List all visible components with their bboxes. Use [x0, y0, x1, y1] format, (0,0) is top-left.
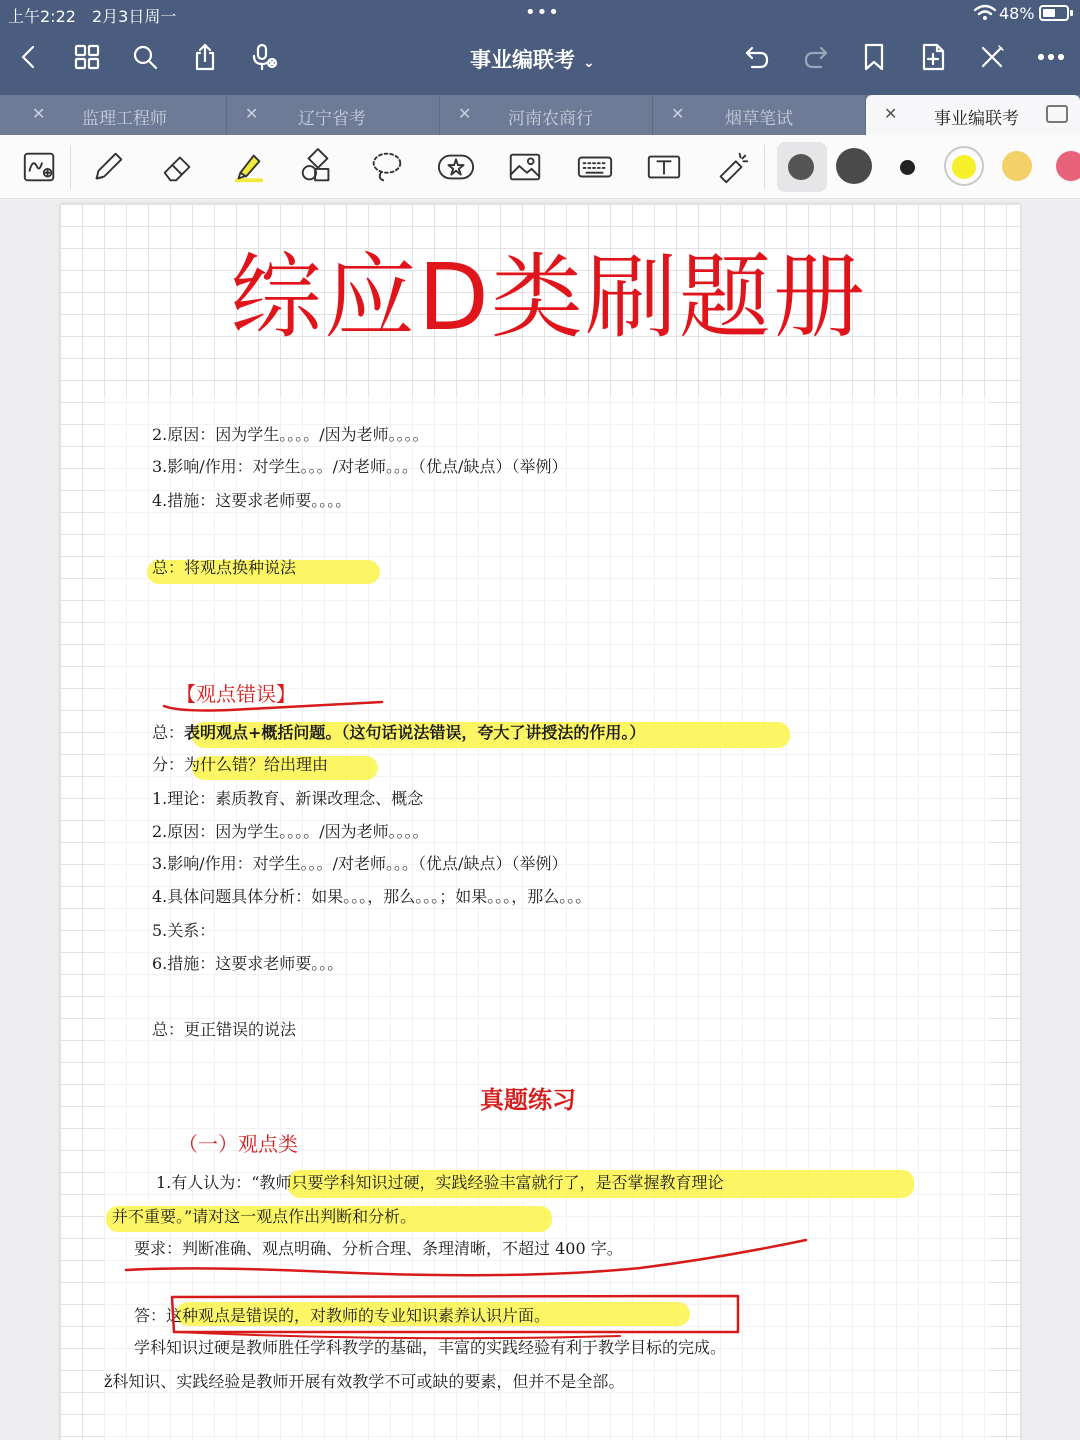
- section-heading-error: 【观点错误】: [176, 682, 296, 706]
- practice-heading: 真题练习: [480, 1085, 576, 1114]
- text-icon[interactable]: [644, 147, 684, 187]
- fen-body: 为什么错？给出理由: [184, 755, 329, 774]
- fen-text: [152, 752, 328, 775]
- eraser-icon[interactable]: [158, 147, 198, 187]
- highlighter-icon[interactable]: [228, 147, 268, 187]
- tab-label: 河南农商行: [508, 109, 593, 129]
- fen-prefix: 分：: [152, 755, 185, 774]
- tab-label: 烟草笔试: [725, 109, 793, 129]
- color-gold[interactable]: [1002, 151, 1032, 181]
- tab-liaoning[interactable]: [227, 95, 440, 135]
- category-heading: （一）观点类: [178, 1132, 298, 1156]
- summary-text: 总：将观点换种说法: [152, 558, 297, 577]
- pen-icon[interactable]: [88, 147, 128, 187]
- redo-icon[interactable]: [799, 40, 833, 74]
- text-line: 4.措施：这要求老师要。。。。: [152, 491, 352, 510]
- text-line: 2.原因：因为学生。。。。/因为老师。。。。: [152, 425, 429, 444]
- page-title: 综应D类刷题册: [230, 244, 867, 351]
- requirement-text: 要求：判断准确、观点明确、分析合理、条理清晰，不超过 400 字。: [134, 1239, 623, 1258]
- toolbar-divider: [70, 145, 71, 189]
- text-line: 4.具体问题具体分析：如果。。。，那么。。。；如果。。。，那么。。。: [152, 887, 592, 906]
- split-view-icon[interactable]: [1046, 105, 1068, 123]
- toolbar-divider: [764, 145, 765, 189]
- tab-jianli[interactable]: [14, 95, 227, 135]
- search-icon[interactable]: [128, 40, 162, 74]
- summary-body: 表明观点+概括问题。（这句话说法错误，夸大了讲授法的作用。）: [184, 723, 646, 742]
- color-dark-large[interactable]: [836, 148, 872, 184]
- undo-icon[interactable]: [740, 40, 774, 74]
- laser-pointer-icon[interactable]: [712, 147, 752, 187]
- answer-prefix: 答：: [134, 1306, 167, 1325]
- text-line: 6.措施：这要求老师要。。。: [152, 954, 344, 973]
- summary-text: 总：更正错误的说法: [152, 1020, 297, 1039]
- selected-color-ring: [944, 146, 984, 186]
- question-line: 1.有人认为：“教师只要学科知识过硬，实践经验丰富就行了，是否掌握教育理论: [156, 1173, 724, 1192]
- summary-text: [152, 720, 645, 743]
- tab-label: 事业编联考: [934, 109, 1019, 129]
- text-line: 1.理论：素质教育、新课改理念、概念: [152, 789, 424, 808]
- chevron-down-icon: ⌄: [583, 55, 595, 71]
- tab-label: 辽宁省考: [298, 109, 366, 129]
- answer-body: 这种观点是错误的，对教师的专业知识素养认识片面。: [166, 1306, 551, 1325]
- status-time: 上午2:22: [8, 7, 76, 26]
- battery-percent: 48%: [999, 4, 1035, 23]
- share-icon[interactable]: [188, 40, 222, 74]
- tab-close-icon[interactable]: ✕: [884, 104, 898, 123]
- answer-line: [134, 1303, 550, 1326]
- tab-label: 监理工程师: [82, 109, 167, 129]
- tab-close-icon[interactable]: ✕: [32, 104, 46, 123]
- battery-icon: [1039, 5, 1069, 21]
- answer-line: 学科知识过硬是教师胜任学科教学的基础，丰富的实践经验有利于教学目标的完成。: [134, 1338, 727, 1357]
- status-bar: [0, 0, 1080, 28]
- lasso-icon[interactable]: [367, 147, 407, 187]
- text-line: 5.关系：: [152, 921, 216, 940]
- size-small-dot[interactable]: [900, 160, 915, 175]
- top-bar: [0, 0, 1080, 95]
- lasso-handwriting-icon[interactable]: [20, 147, 60, 187]
- document-title[interactable]: [470, 44, 595, 74]
- document-title-text: 事业编联考: [470, 48, 575, 72]
- image-icon[interactable]: [505, 147, 545, 187]
- text-line: 3.影响/作用：对学生。。。/对老师。。。（优点/缺点）（举例）: [152, 457, 568, 476]
- tab-close-icon[interactable]: ✕: [671, 104, 685, 123]
- tab-henan[interactable]: [440, 95, 653, 135]
- summary-prefix: 总：: [152, 723, 185, 742]
- mic-icon[interactable]: [247, 40, 281, 74]
- more-icon[interactable]: [1034, 40, 1068, 74]
- add-page-icon[interactable]: [916, 40, 950, 74]
- bookmark-icon[interactable]: [857, 40, 891, 74]
- tab-bar: [0, 95, 1080, 135]
- battery-tip: [1070, 10, 1073, 16]
- answer-line: ž科知识、实践经验是教师开展有效教学不可或缺的要素，但并不是全部。: [104, 1372, 625, 1391]
- grid-icon[interactable]: [70, 40, 104, 74]
- close-x-icon[interactable]: [975, 40, 1009, 74]
- text-line: 2.原因：因为学生。。。。/因为老师。。。。: [152, 822, 429, 841]
- tab-yancao[interactable]: [653, 95, 866, 135]
- keyboard-icon[interactable]: [575, 147, 615, 187]
- tab-close-icon[interactable]: ✕: [245, 104, 259, 123]
- status-date: 2月3日周一: [92, 7, 177, 26]
- color-dark-gray[interactable]: [788, 154, 814, 180]
- shapes-icon[interactable]: [297, 147, 337, 187]
- pasted-document: [104, 396, 990, 1440]
- color-red[interactable]: [1056, 151, 1080, 181]
- sticker-icon[interactable]: [436, 147, 476, 187]
- question-line: 并不重要。”请对这一观点作出判断和分析。: [112, 1207, 417, 1226]
- multitask-dots-icon[interactable]: •••: [525, 2, 560, 23]
- tab-shiyebian[interactable]: [866, 95, 1080, 135]
- drawing-toolbar: [0, 135, 1080, 199]
- wifi-icon: [974, 4, 996, 20]
- text-line: 3.影响/作用：对学生。。。/对老师。。。（优点/缺点）（举例）: [152, 854, 568, 873]
- back-icon[interactable]: [12, 40, 46, 74]
- tab-close-icon[interactable]: ✕: [458, 104, 472, 123]
